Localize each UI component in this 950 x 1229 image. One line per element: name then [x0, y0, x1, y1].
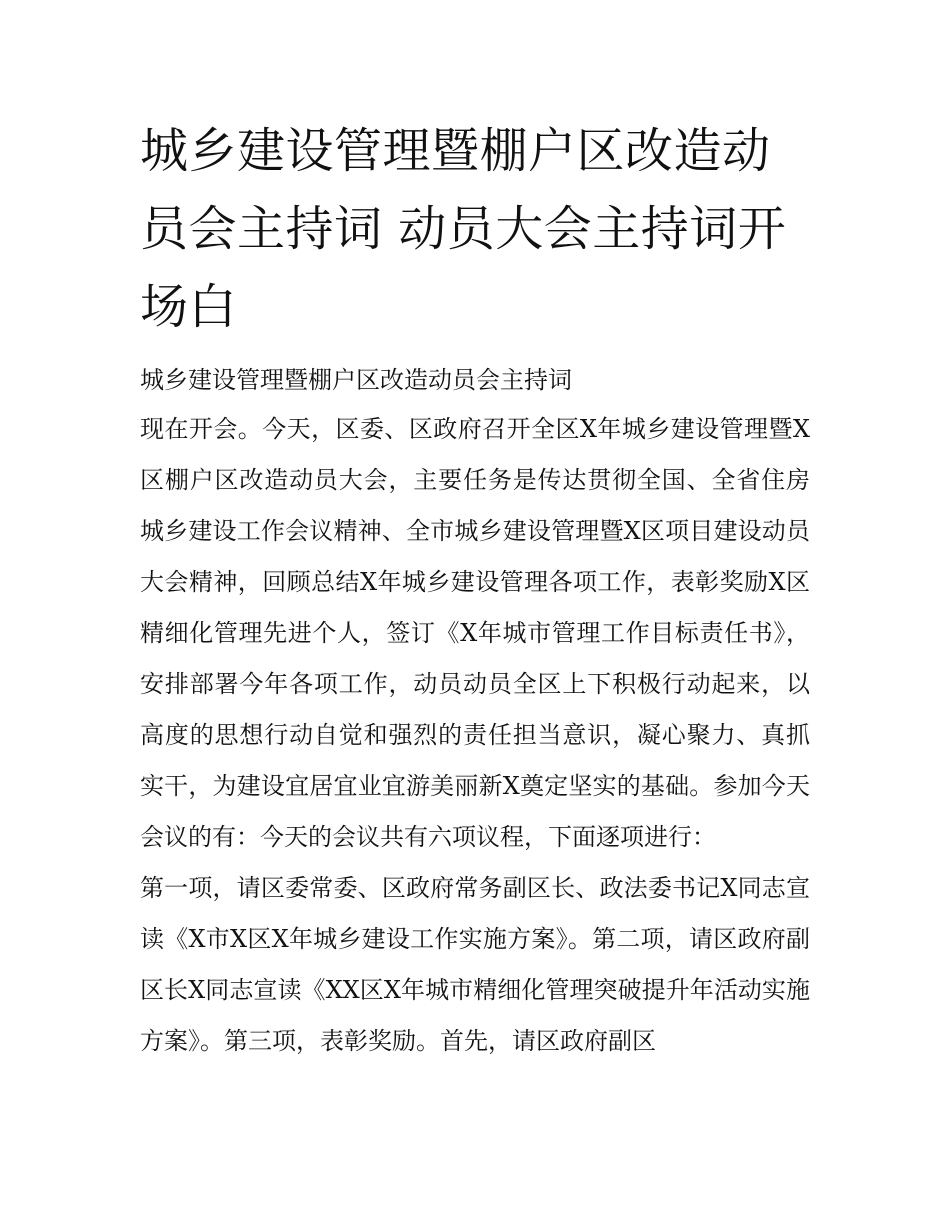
paragraph-agenda: 第一项，请区委常委、区政府常务副区长、政法委书记X同志宣读《X市X区X年城乡建设工作实施方案》。第二项，请区政府副区长X同志宣读《XX区X年城市精细化管理突破提升年活动实施方案》。第三项，表彰奖励。首先，请区政府副区: [140, 874, 810, 1055]
document-subtitle: 城乡建设管理暨棚户区改造动员会主持词: [140, 366, 572, 394]
paragraph-opening: 现在开会。今天，区委、区政府召开全区X年城乡建设管理暨X区棚户区改造动员大会，主要任务是传达贯彻全国、全省住房城乡建设工作会议精神、全市城乡建设管理暨X区项目建设动员大会精神，回顾总结X年城乡建设管理各项工作，表彰奖励X区精细化管理先进个人，签订《X年城市管理工作目标责任书》，安排部署今年各项工作，动员动员全区上下积极行动起来，以高度的思想行动自觉和强烈的责任担当意识，凝心聚力、真抓实干，为建设宜居宜业宜游美丽新X奠定坚实的基础。参加今天会议的有：今天的会议共有六项议程，下面逐项进行：: [140, 415, 810, 851]
document-body: [140, 112, 810, 1067]
document-title: 城乡建设管理暨棚户区改造动员会主持词 动员大会主持词开场白: [140, 123, 787, 335]
